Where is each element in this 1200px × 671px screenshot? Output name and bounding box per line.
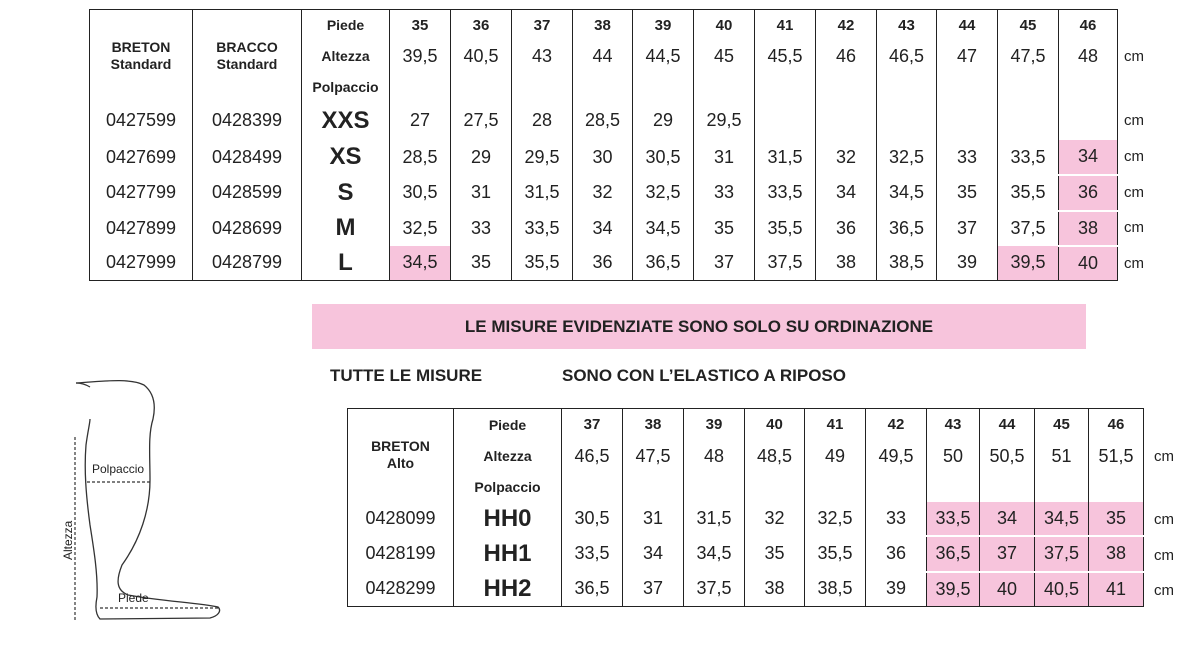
size-label: HH2 [454,572,562,607]
calf-value [755,102,816,140]
size-label: XS [302,140,390,175]
empty-cell [1059,72,1118,102]
banner-text: LE MISURE EVIDENZIATE SONO SOLO SU ORDINAZIONE [464,316,934,336]
altezza-value: 49 [805,441,866,472]
calf-value: 35 [451,246,512,281]
calf-value: 29,5 [694,102,755,140]
calf-value: 31,5 [755,140,816,175]
article-code: 0428699 [193,211,302,246]
altezza-value: 39,5 [390,41,451,72]
altezza-value: 48 [1059,41,1118,72]
calf-value: 40 [980,572,1035,607]
calf-value: 38,5 [877,246,937,281]
size-table-standard [89,9,1118,281]
leg-outline [76,381,220,619]
calf-value: 36 [1059,175,1118,211]
calf-value: 39,5 [927,572,980,607]
calf-value: 28 [512,102,573,140]
calf-value: 34,5 [390,246,451,281]
altezza-value: 45,5 [755,41,816,72]
size-label: XXS [302,102,390,140]
article-code: 0428099 [348,502,454,536]
empty-cell [877,72,937,102]
altezza-value: 43 [512,41,573,72]
calf-value: 33,5 [755,175,816,211]
altezza-value: 48 [684,441,745,472]
table-row [90,211,1118,246]
unit-cm: cm [1124,219,1144,236]
piede-size: 36 [451,10,512,41]
altezza-value: 50,5 [980,441,1035,472]
empty-cell [633,72,694,102]
calf-value: 40,5 [1035,572,1089,607]
altezza-value: 51,5 [1089,441,1144,472]
calf-value: 34 [816,175,877,211]
calf-value: 33,5 [562,536,623,572]
calf-value: 28,5 [390,140,451,175]
calf-value: 39 [937,246,998,281]
calf-value: 34,5 [633,211,694,246]
polpaccio-label: Polpaccio [92,462,145,476]
table-row [348,502,1144,536]
empty-cell [390,72,451,102]
altezza-value: 50 [927,441,980,472]
piede-size: 40 [694,10,755,41]
empty-cell [816,72,877,102]
calf-value: 34 [573,211,633,246]
calf-value: 38 [816,246,877,281]
altezza-value: 51 [1035,441,1089,472]
article-code: 0428299 [348,572,454,607]
calf-value: 38,5 [805,572,866,607]
model-name-line1: BRACCO [216,38,278,55]
calf-value: 30,5 [390,175,451,211]
calf-value: 30 [573,140,633,175]
unit-cm: cm [1124,48,1144,65]
piede-size: 38 [573,10,633,41]
leg-measurement-illustration [50,375,240,630]
calf-value: 31 [694,140,755,175]
article-code: 0427899 [90,211,193,246]
piede-size: 39 [684,409,745,441]
calf-value: 34 [980,502,1035,536]
calf-value: 29 [451,140,512,175]
calf-value: 37,5 [755,246,816,281]
calf-value: 34,5 [877,175,937,211]
unit-cm: cm [1124,255,1144,272]
calf-value: 34 [1059,140,1118,175]
size-label: S [302,175,390,211]
altezza-value: 40,5 [451,41,512,72]
calf-value [1059,102,1118,140]
calf-value: 33,5 [512,211,573,246]
calf-value: 36 [866,536,927,572]
calf-value: 37 [694,246,755,281]
calf-value: 32 [573,175,633,211]
calf-value: 33,5 [927,502,980,536]
article-code: 0427799 [90,175,193,211]
calf-value: 32 [816,140,877,175]
calf-value: 37 [980,536,1035,572]
label-piede: Piede [454,409,562,441]
calf-value: 34,5 [684,536,745,572]
calf-value: 36,5 [633,246,694,281]
table-row [90,140,1118,175]
calf-value: 33 [694,175,755,211]
calf-value: 38 [745,572,805,607]
calf-value [998,102,1059,140]
article-code: 0427699 [90,140,193,175]
empty-cell [512,72,573,102]
empty-cell [755,72,816,102]
calf-value: 32,5 [390,211,451,246]
calf-value: 31 [451,175,512,211]
calf-value: 36,5 [562,572,623,607]
article-code: 0428199 [348,536,454,572]
piede-size: 43 [877,10,937,41]
piede-size: 37 [562,409,623,441]
altezza-value: 46,5 [877,41,937,72]
piede-size: 44 [937,10,998,41]
article-code: 0428499 [193,140,302,175]
altezza-value: 44,5 [633,41,694,72]
altezza-value: 47,5 [623,441,684,472]
calf-value: 36 [816,211,877,246]
empty-cell [562,472,623,502]
calf-value: 34,5 [1035,502,1089,536]
altezza-value: 44 [573,41,633,72]
model-name-line2: Alto [386,455,415,472]
calf-value: 37,5 [1035,536,1089,572]
header-row-piede [348,409,1144,441]
header-row-altezza [348,441,1144,472]
unit-cm: cm [1154,582,1174,599]
empty-cell [1035,472,1089,502]
calf-value: 33,5 [998,140,1059,175]
calf-value: 33 [866,502,927,536]
calf-value: 35,5 [512,246,573,281]
article-code: 0428399 [193,102,302,140]
piede-size: 45 [998,10,1059,41]
empty-cell [937,72,998,102]
size-label: L [302,246,390,281]
calf-value: 35,5 [998,175,1059,211]
note-left: TUTTE LE MISURE [330,366,483,385]
calf-value: 40 [1059,246,1118,281]
altezza-value: 46 [816,41,877,72]
unit-cm: cm [1154,448,1174,465]
size-label: M [302,211,390,246]
calf-value: 37,5 [684,572,745,607]
header-row-piede [90,10,1118,41]
calf-value: 32 [745,502,805,536]
article-code: 0428599 [193,175,302,211]
calf-value: 31,5 [684,502,745,536]
label-piede: Piede [302,10,390,41]
piede-size: 45 [1035,409,1089,441]
empty-cell [866,472,927,502]
calf-value: 31 [623,502,684,536]
calf-value: 41 [1089,572,1144,607]
empty-cell [998,72,1059,102]
model-name-line2: Standard [216,55,278,72]
altezza-value: 48,5 [745,441,805,472]
model-name-line2: Standard [110,55,172,72]
empty-cell [745,472,805,502]
calf-value: 35 [694,211,755,246]
empty-cell [684,472,745,502]
calf-value: 33 [937,140,998,175]
header-row-polpaccio [348,472,1144,502]
piede-size: 38 [623,409,684,441]
piede-size: 43 [927,409,980,441]
calf-value: 30,5 [562,502,623,536]
article-code: 0428799 [193,246,302,281]
table-row [348,536,1144,572]
empty-cell [927,472,980,502]
unit-cm: cm [1124,184,1144,201]
unit-cm: cm [1154,547,1174,564]
size-label: HH1 [454,536,562,572]
calf-value: 35 [937,175,998,211]
calf-value: 28,5 [573,102,633,140]
piede-size: 41 [805,409,866,441]
calf-value: 38 [1059,211,1118,246]
table-row [348,572,1144,607]
altezza-value: 47,5 [998,41,1059,72]
piede-size: 39 [633,10,694,41]
calf-value: 36 [573,246,633,281]
calf-value: 33 [451,211,512,246]
piede-size: 46 [1089,409,1144,441]
piede-size: 37 [512,10,573,41]
calf-value [877,102,937,140]
altezza-value: 47 [937,41,998,72]
empty-cell [805,472,866,502]
article-code: 0427999 [90,246,193,281]
calf-value: 32,5 [805,502,866,536]
calf-value: 36,5 [877,211,937,246]
empty-cell [573,72,633,102]
calf-value: 35,5 [805,536,866,572]
calf-value: 37 [937,211,998,246]
empty-cell [623,472,684,502]
calf-value: 37,5 [998,211,1059,246]
calf-value: 37 [623,572,684,607]
label-altezza: Altezza [454,441,562,472]
table-row [90,246,1118,281]
calf-value: 39 [866,572,927,607]
piede-size: 35 [390,10,451,41]
table-row [90,102,1118,140]
note-right: SONO CON L’ELASTICO A RIPOSO [562,366,846,385]
piede-size: 40 [745,409,805,441]
calf-value: 27,5 [451,102,512,140]
calf-value: 35,5 [755,211,816,246]
calf-value [937,102,998,140]
model-bracco-standard [193,10,302,102]
altezza-value: 46,5 [562,441,623,472]
unit-cm: cm [1124,112,1144,129]
unit-cm: cm [1154,511,1174,528]
empty-cell [451,72,512,102]
piede-size: 42 [866,409,927,441]
made-to-order-banner [312,304,1086,349]
article-code: 0427599 [90,102,193,140]
calf-value: 36,5 [927,536,980,572]
table-row [90,175,1118,211]
label-altezza: Altezza [302,41,390,72]
calf-value: 29,5 [512,140,573,175]
piede-size: 41 [755,10,816,41]
calf-value: 35 [745,536,805,572]
size-table-alto [347,408,1144,607]
empty-cell [1089,472,1144,502]
piede-size: 46 [1059,10,1118,41]
label-polpaccio: Polpaccio [302,72,390,102]
label-polpaccio: Polpaccio [454,472,562,502]
calf-value [816,102,877,140]
calf-value: 29 [633,102,694,140]
altezza-label: Altezza [61,520,75,560]
calf-value: 27 [390,102,451,140]
piede-size: 44 [980,409,1035,441]
model-breton-alto [348,409,454,502]
model-breton-standard [90,10,193,102]
calf-value: 38 [1089,536,1144,572]
empty-cell [694,72,755,102]
altezza-value: 49,5 [866,441,927,472]
calf-value: 31,5 [512,175,573,211]
calf-value: 34 [623,536,684,572]
calf-value: 35 [1089,502,1144,536]
size-label: HH0 [454,502,562,536]
model-name-line1: BRETON [111,38,171,55]
model-name-line1: BRETON [371,438,430,455]
calf-value: 32,5 [877,140,937,175]
calf-value: 39,5 [998,246,1059,281]
empty-cell [980,472,1035,502]
calf-value: 30,5 [633,140,694,175]
piede-size: 42 [816,10,877,41]
altezza-value: 45 [694,41,755,72]
unit-cm: cm [1124,148,1144,165]
piede-label: Piede [118,591,149,605]
calf-value: 32,5 [633,175,694,211]
